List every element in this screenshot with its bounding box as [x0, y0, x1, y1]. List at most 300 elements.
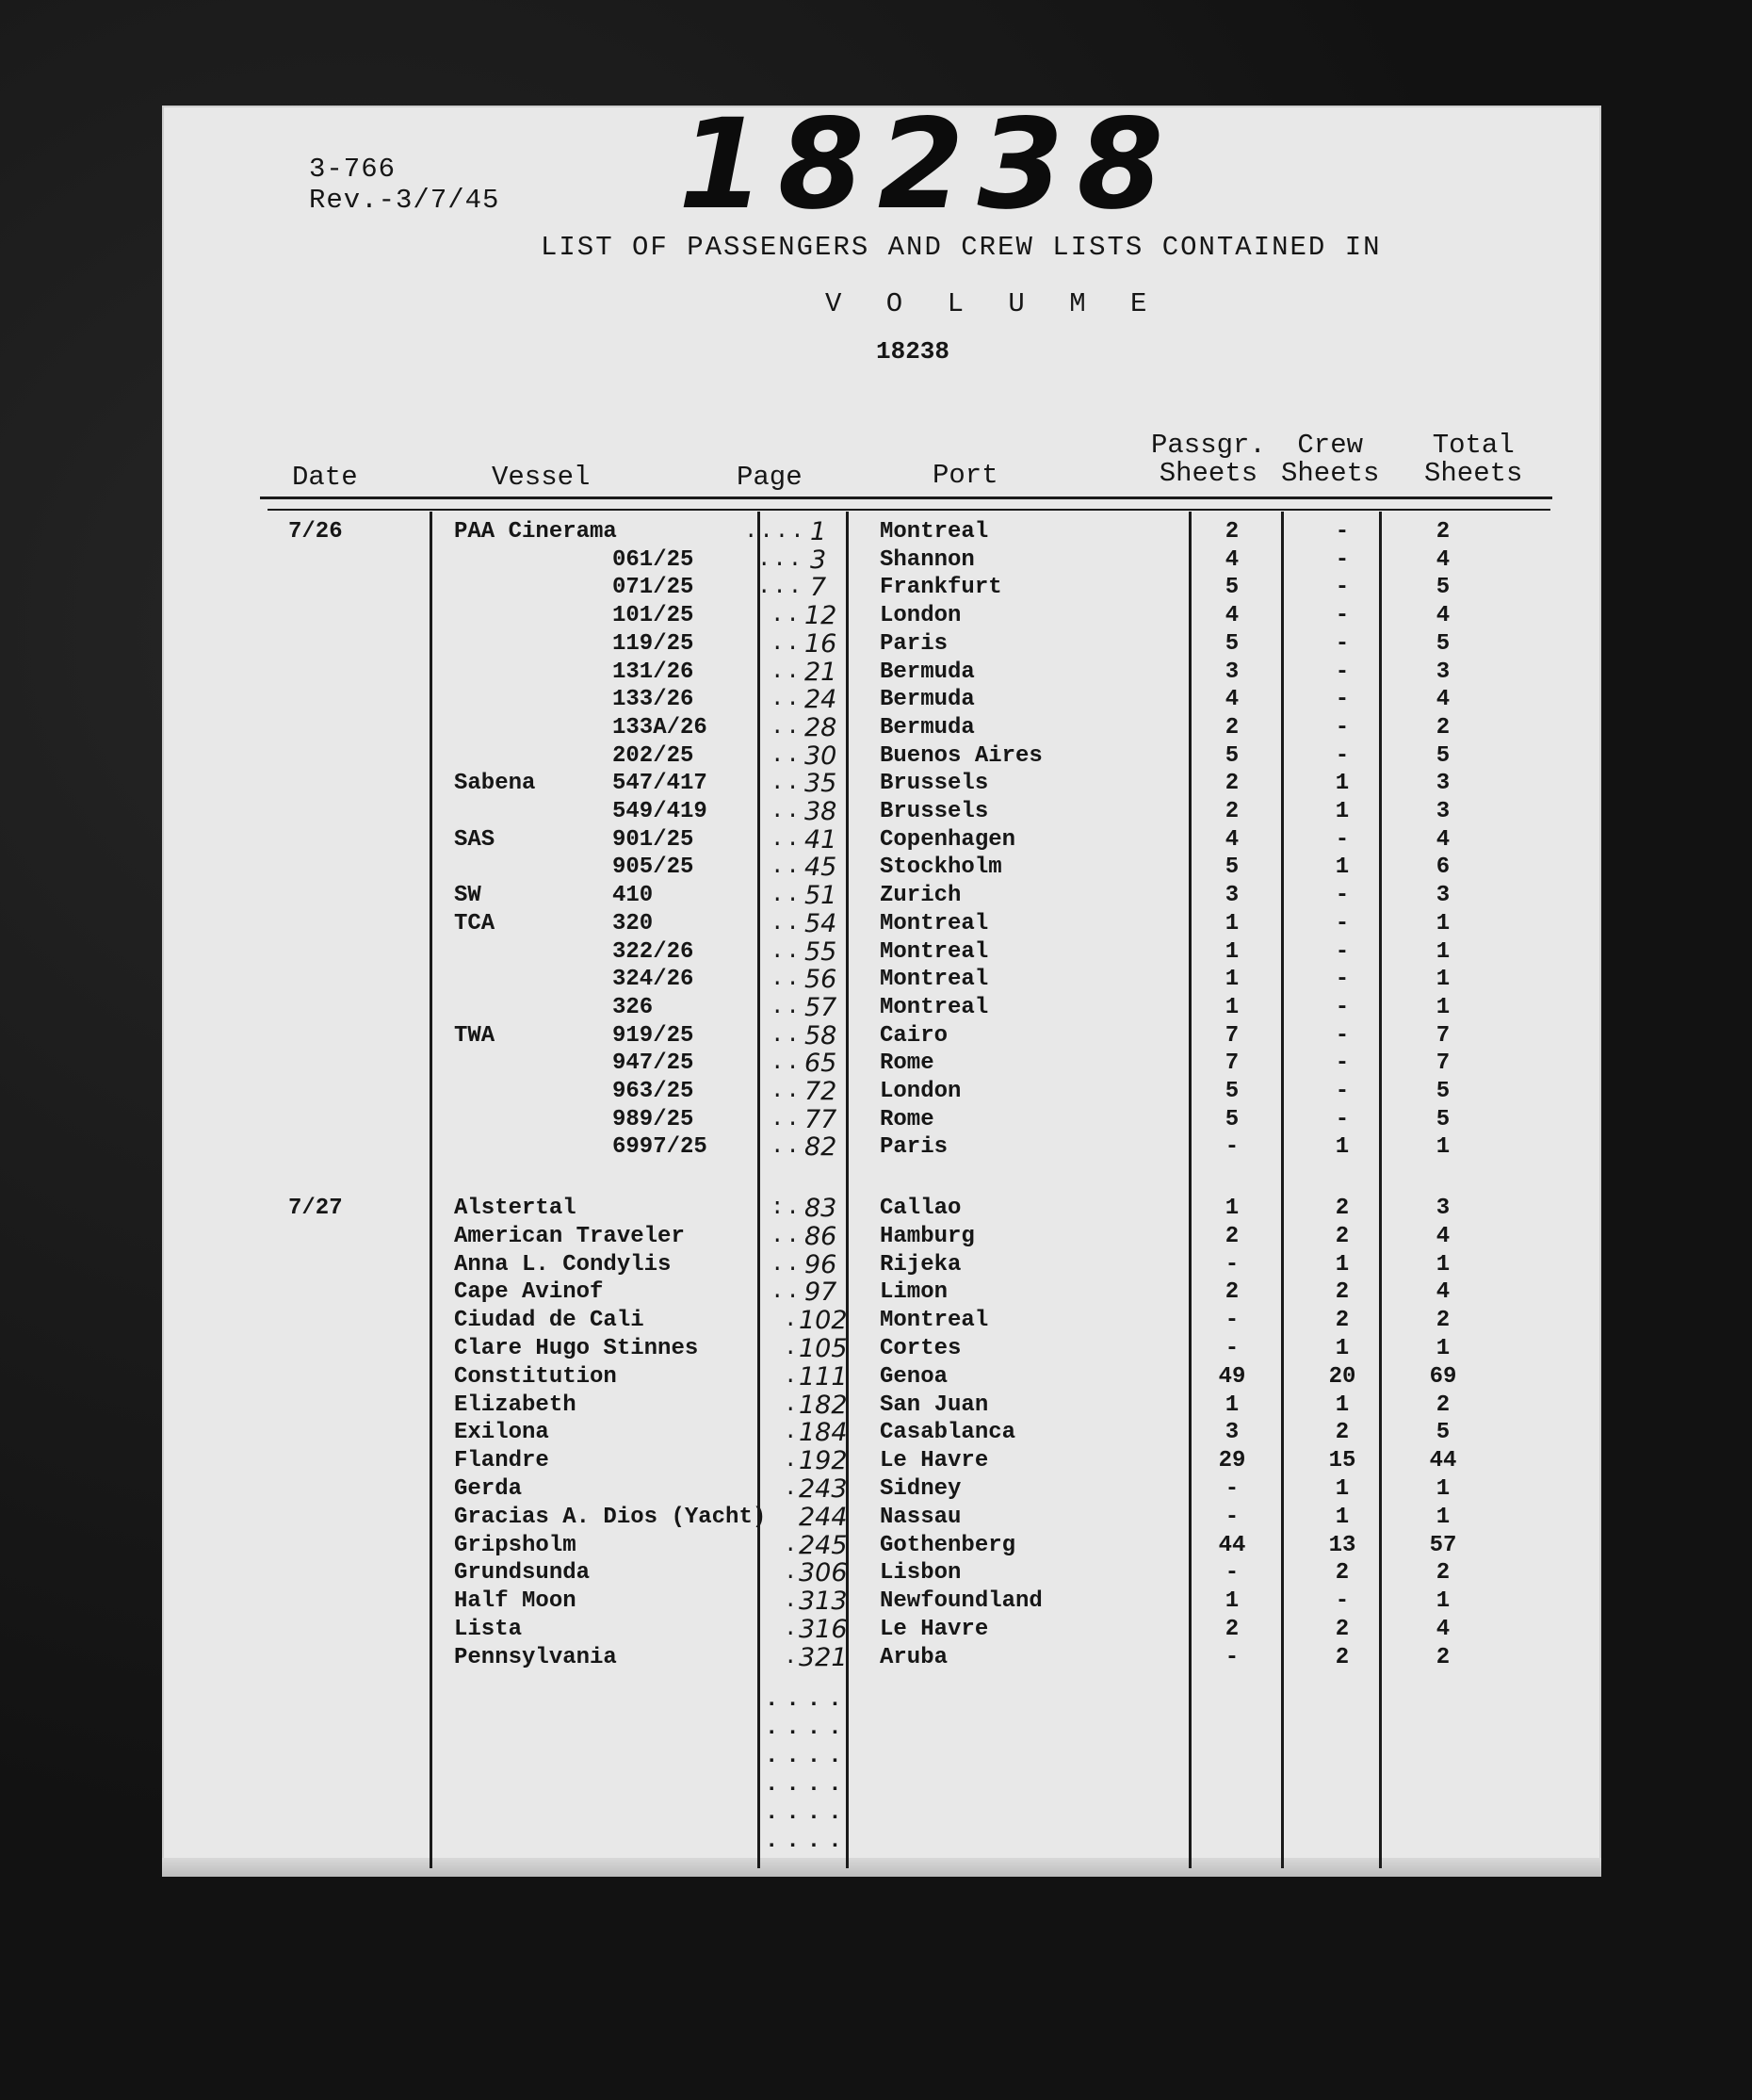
row-flight-number: 410	[612, 883, 654, 909]
row-passenger-sheets: 4	[1225, 546, 1240, 573]
form-code	[309, 154, 499, 216]
row-page-number: 313	[799, 1587, 848, 1617]
row-total-sheets: 4	[1436, 1223, 1451, 1249]
row-port: Montreal	[880, 519, 989, 545]
row-crew-sheets: 1	[1335, 1336, 1350, 1361]
row-port: Frankfurt	[880, 575, 1002, 601]
table-row	[0, 966, 1752, 994]
row-date: 7/27	[288, 1196, 343, 1221]
row-total-sheets: 69	[1429, 1363, 1457, 1390]
table-row	[0, 1335, 1752, 1363]
row-passenger-sheets: 1	[1225, 910, 1240, 936]
row-port: Brussels	[880, 799, 989, 824]
row-page-number: 56	[804, 965, 837, 995]
row-port: Le Havre	[880, 1617, 989, 1642]
table-row	[0, 1447, 1752, 1475]
row-leader-dots: .	[784, 1448, 800, 1474]
row-flight-number: 901/25	[612, 826, 694, 853]
row-leader-dots: .	[784, 1560, 800, 1587]
row-leader-dots: ..	[771, 742, 802, 769]
row-flight-number: 324/26	[612, 967, 694, 993]
row-passenger-sheets: 2	[1225, 519, 1240, 545]
row-passenger-sheets: 4	[1225, 603, 1240, 629]
row-leader-dots: ..	[771, 630, 802, 657]
table-row	[0, 1307, 1752, 1335]
row-flight-number: 989/25	[612, 1106, 694, 1132]
row-passenger-sheets: 3	[1225, 1420, 1240, 1446]
row-total-sheets: 7	[1436, 1050, 1451, 1077]
row-page-number: 30	[804, 741, 837, 771]
row-page-number: 97	[804, 1278, 837, 1308]
row-total-sheets: 5	[1436, 1106, 1451, 1132]
row-crew-sheets: -	[1335, 687, 1350, 713]
row-crew-sheets: 2	[1335, 1279, 1350, 1306]
header-date: Date	[292, 462, 358, 493]
row-crew-sheets: 2	[1335, 1560, 1350, 1587]
row-flight-number: 202/25	[612, 742, 694, 769]
row-vessel: Half Moon	[454, 1588, 576, 1615]
row-vessel: Gripsholm	[454, 1532, 576, 1558]
header-vessel: Vessel	[492, 462, 591, 493]
row-vessel: Exilona	[454, 1420, 549, 1446]
row-page-number: 28	[804, 712, 837, 742]
row-vessel: American Traveler	[454, 1223, 685, 1249]
row-passenger-sheets: 1	[1225, 967, 1240, 993]
row-vessel: Anna L. Condylis	[454, 1251, 672, 1278]
row-page-number: 86	[804, 1221, 837, 1251]
row-crew-sheets: 1	[1335, 1251, 1350, 1278]
row-page-number: 306	[799, 1558, 848, 1588]
table-row	[0, 882, 1752, 910]
row-leader-dots: ..	[771, 799, 802, 824]
row-passenger-sheets: 2	[1225, 1223, 1240, 1249]
row-page-number: 321	[799, 1642, 848, 1672]
table-row	[0, 1587, 1752, 1616]
table-row	[0, 1504, 1752, 1532]
table-row	[0, 1133, 1752, 1162]
row-flight-number: 963/25	[612, 1079, 694, 1104]
document-title: LIST OF PASSENGERS AND CREW LISTS CONTAINED IN	[541, 232, 1382, 263]
row-flight-number: 119/25	[612, 630, 694, 657]
row-vessel: Gerda	[454, 1476, 523, 1502]
table-row	[0, 1532, 1752, 1560]
row-passenger-sheets: 2	[1225, 1279, 1240, 1306]
row-page-number: 82	[804, 1132, 837, 1163]
row-leader-dots: ..	[771, 659, 802, 685]
table-row	[0, 714, 1752, 742]
row-port: Montreal	[880, 1308, 989, 1334]
row-crew-sheets: 2	[1335, 1223, 1350, 1249]
row-total-sheets: 4	[1436, 826, 1451, 853]
row-port: Montreal	[880, 938, 989, 965]
row-leader-dots: ..	[771, 1106, 802, 1132]
row-crew-sheets: 15	[1328, 1448, 1356, 1474]
row-crew-sheets: 1	[1335, 1392, 1350, 1418]
row-flight-number: 919/25	[612, 1022, 694, 1049]
row-page-number: 192	[799, 1446, 848, 1476]
row-crew-sheets: -	[1335, 546, 1350, 573]
row-passenger-sheets: -	[1225, 1504, 1240, 1530]
row-passenger-sheets: 5	[1225, 575, 1240, 601]
leader-dots: ....	[765, 1687, 850, 1713]
row-page-number: 35	[804, 769, 837, 799]
header-port: Port	[933, 460, 998, 491]
row-flight-number: 071/25	[612, 575, 694, 601]
row-page-number: 24	[804, 685, 837, 715]
row-crew-sheets: 13	[1328, 1532, 1356, 1558]
handwritten-volume-number: 18238	[678, 92, 1177, 237]
table-row	[0, 1419, 1752, 1447]
row-leader-dots: ...	[757, 575, 804, 601]
row-port: London	[880, 1079, 962, 1104]
row-total-sheets: 2	[1436, 1560, 1451, 1587]
form-revision: Rev.-3/7/45	[309, 185, 500, 216]
row-total-sheets: 1	[1436, 1251, 1451, 1278]
row-port: Paris	[880, 630, 949, 657]
row-flight-number: 061/25	[612, 546, 694, 573]
row-page-number: 111	[799, 1361, 848, 1392]
row-crew-sheets: -	[1335, 994, 1350, 1020]
row-leader-dots: .	[784, 1532, 800, 1558]
row-port: San Juan	[880, 1392, 989, 1418]
row-crew-sheets: -	[1335, 519, 1350, 545]
row-crew-sheets: 1	[1335, 1504, 1350, 1530]
table-row	[0, 1363, 1752, 1392]
row-leader-dots: ..	[771, 1279, 802, 1306]
row-leader-dots: .	[784, 1336, 800, 1361]
row-page-number: 102	[799, 1306, 848, 1336]
row-leader-dots: ..	[771, 967, 802, 993]
row-vessel: Ciudad de Cali	[454, 1308, 644, 1334]
row-crew-sheets: 2	[1335, 1420, 1350, 1446]
row-page-number: 243	[799, 1474, 848, 1504]
row-crew-sheets: 1	[1335, 1134, 1350, 1161]
document-subtitle: V O L U M E	[825, 288, 1161, 319]
row-vessel: Elizabeth	[454, 1392, 576, 1418]
row-vessel: Flandre	[454, 1448, 549, 1474]
row-crew-sheets: 2	[1335, 1644, 1350, 1670]
row-page-number: 96	[804, 1249, 837, 1279]
row-total-sheets: 4	[1436, 603, 1451, 629]
row-passenger-sheets: 5	[1225, 1106, 1240, 1132]
row-port: Montreal	[880, 967, 989, 993]
row-total-sheets: 2	[1436, 1308, 1451, 1334]
row-passenger-sheets: 5	[1225, 630, 1240, 657]
row-port: Lisbon	[880, 1560, 962, 1587]
row-page-number: 184	[799, 1418, 848, 1448]
row-crew-sheets: -	[1335, 742, 1350, 769]
row-crew-sheets: 1	[1335, 1476, 1350, 1502]
row-crew-sheets: 1	[1335, 855, 1350, 881]
row-leader-dots: ..	[771, 1079, 802, 1104]
row-page-number: 182	[799, 1390, 848, 1420]
row-passenger-sheets: 3	[1225, 883, 1240, 909]
row-flight-number: 133A/26	[612, 714, 707, 741]
row-leader-dots: ..	[771, 1022, 802, 1049]
table-row	[0, 770, 1752, 798]
row-crew-sheets: 1	[1335, 799, 1350, 824]
row-port: Shannon	[880, 546, 975, 573]
row-port: Genoa	[880, 1363, 949, 1390]
row-page-number: 45	[804, 853, 837, 883]
row-passenger-sheets: 2	[1225, 714, 1240, 741]
table-row	[0, 686, 1752, 714]
row-leader-dots: ..	[771, 687, 802, 713]
row-page-number: 58	[804, 1020, 837, 1050]
row-flight-number: 547/417	[612, 771, 707, 797]
row-port: Nassau	[880, 1504, 962, 1530]
row-total-sheets: 2	[1436, 519, 1451, 545]
table-row	[0, 1559, 1752, 1587]
row-crew-sheets: -	[1335, 575, 1350, 601]
row-page-number: 51	[804, 881, 837, 911]
volume-number: 18238	[876, 337, 950, 366]
table-row	[0, 1106, 1752, 1134]
row-leader-dots: ..	[771, 994, 802, 1020]
row-port: Montreal	[880, 994, 989, 1020]
row-flight-number: 947/25	[612, 1050, 694, 1077]
row-page-number: 16	[804, 628, 837, 659]
table-row	[0, 1475, 1752, 1504]
row-passenger-sheets: 4	[1225, 687, 1240, 713]
row-vessel: Lista	[454, 1617, 523, 1642]
row-port: Bermuda	[880, 714, 975, 741]
row-total-sheets: 5	[1436, 630, 1451, 657]
table-row	[0, 602, 1752, 630]
row-passenger-sheets: 1	[1225, 938, 1240, 965]
row-leader-dots: ..	[771, 826, 802, 853]
row-vessel: SW	[454, 883, 481, 909]
row-vessel: TCA	[454, 910, 495, 936]
table-row	[0, 1223, 1752, 1251]
row-port: Casablanca	[880, 1420, 1016, 1446]
row-flight-number: 326	[612, 994, 654, 1020]
row-leader-dots: .	[784, 1476, 800, 1502]
table-row	[0, 1644, 1752, 1672]
row-total-sheets: 5	[1436, 742, 1451, 769]
row-total-sheets: 5	[1436, 575, 1451, 601]
row-crew-sheets: 20	[1328, 1363, 1356, 1390]
row-passenger-sheets: 5	[1225, 742, 1240, 769]
row-port: Hamburg	[880, 1223, 975, 1249]
leader-dots: ....	[765, 1744, 850, 1769]
table-row	[0, 1195, 1752, 1223]
row-page-number: 244	[799, 1502, 848, 1532]
row-vessel: Cape Avinof	[454, 1279, 604, 1306]
row-port: Paris	[880, 1134, 949, 1161]
row-crew-sheets: 2	[1335, 1196, 1350, 1221]
row-total-sheets: 1	[1436, 967, 1451, 993]
row-port: Copenhagen	[880, 826, 1016, 853]
row-crew-sheets: 2	[1335, 1617, 1350, 1642]
row-flight-number: 905/25	[612, 855, 694, 881]
row-leader-dots: .	[784, 1363, 800, 1390]
row-passenger-sheets: 1	[1225, 1392, 1240, 1418]
row-port: Stockholm	[880, 855, 1002, 881]
row-port: Newfoundland	[880, 1588, 1043, 1615]
table-row	[0, 659, 1752, 687]
row-total-sheets: 7	[1436, 1022, 1451, 1049]
row-crew-sheets: -	[1335, 603, 1350, 629]
row-port: Sidney	[880, 1476, 962, 1502]
row-flight-number: 320	[612, 910, 654, 936]
row-vessel: Pennsylvania	[454, 1644, 617, 1670]
row-total-sheets: 1	[1436, 1476, 1451, 1502]
row-port: Rijeka	[880, 1251, 962, 1278]
row-total-sheets: 4	[1436, 687, 1451, 713]
row-port: Cairo	[880, 1022, 949, 1049]
row-port: Buenos Aires	[880, 742, 1043, 769]
row-passenger-sheets: -	[1225, 1251, 1240, 1278]
row-passenger-sheets: 5	[1225, 855, 1240, 881]
row-page-number: 77	[804, 1104, 837, 1134]
row-total-sheets: 57	[1429, 1532, 1457, 1558]
row-page-number: 54	[804, 908, 837, 938]
row-page-number: 12	[804, 601, 837, 631]
row-passenger-sheets: 1	[1225, 994, 1240, 1020]
row-total-sheets: 1	[1436, 910, 1451, 936]
table-row	[0, 630, 1752, 659]
row-passenger-sheets: 2	[1225, 799, 1240, 824]
row-passenger-sheets: 1	[1225, 1588, 1240, 1615]
row-crew-sheets: -	[1335, 910, 1350, 936]
row-total-sheets: 3	[1436, 799, 1451, 824]
row-leader-dots: .	[784, 1308, 800, 1334]
header-passenger-sheets: Passgr. Sheets	[1151, 430, 1266, 489]
row-page-number: 7	[810, 573, 827, 603]
table-row	[0, 1050, 1752, 1078]
row-total-sheets: 2	[1436, 1644, 1451, 1670]
table-row	[0, 994, 1752, 1022]
row-port: Bermuda	[880, 659, 975, 685]
row-leader-dots: :.	[771, 1196, 802, 1221]
row-passenger-sheets: -	[1225, 1134, 1240, 1161]
row-page-number: 65	[804, 1049, 837, 1079]
row-passenger-sheets: -	[1225, 1560, 1240, 1587]
row-flight-number: 101/25	[612, 603, 694, 629]
row-total-sheets: 1	[1436, 1134, 1451, 1161]
row-crew-sheets: 1	[1335, 771, 1350, 797]
row-crew-sheets: 2	[1335, 1308, 1350, 1334]
row-total-sheets: 6	[1436, 855, 1451, 881]
row-total-sheets: 4	[1436, 546, 1451, 573]
row-total-sheets: 1	[1436, 1504, 1451, 1530]
row-crew-sheets: -	[1335, 1050, 1350, 1077]
row-vessel: Clare Hugo Stinnes	[454, 1336, 699, 1361]
table-row	[0, 546, 1752, 575]
row-leader-dots: .	[784, 1644, 800, 1670]
row-passenger-sheets: 3	[1225, 659, 1240, 685]
row-total-sheets: 3	[1436, 1196, 1451, 1221]
row-port: Limon	[880, 1279, 949, 1306]
row-crew-sheets: -	[1335, 630, 1350, 657]
row-port: Callao	[880, 1196, 962, 1221]
row-flight-number: 6997/25	[612, 1134, 707, 1161]
row-crew-sheets: -	[1335, 938, 1350, 965]
row-passenger-sheets: 4	[1225, 826, 1240, 853]
row-crew-sheets: -	[1335, 659, 1350, 685]
table-row	[0, 1616, 1752, 1644]
row-port: London	[880, 603, 962, 629]
row-page-number: 83	[804, 1194, 837, 1223]
row-leader-dots: .	[784, 1588, 800, 1615]
row-flight-number: 549/419	[612, 799, 707, 824]
table-row	[0, 742, 1752, 771]
table-row	[0, 1022, 1752, 1050]
row-passenger-sheets: -	[1225, 1308, 1240, 1334]
row-passenger-sheets: 44	[1218, 1532, 1246, 1558]
header-rule-bottom	[268, 509, 1550, 511]
table-row	[0, 910, 1752, 938]
row-passenger-sheets: 7	[1225, 1050, 1240, 1077]
row-total-sheets: 1	[1436, 1336, 1451, 1361]
row-leader-dots: ..	[771, 938, 802, 965]
row-page-number: 38	[804, 797, 837, 826]
row-passenger-sheets: 5	[1225, 1079, 1240, 1104]
row-leader-dots: ..	[771, 855, 802, 881]
table-row	[0, 1078, 1752, 1106]
row-port: Gothenberg	[880, 1532, 1016, 1558]
table-row	[0, 798, 1752, 826]
row-total-sheets: 4	[1436, 1279, 1451, 1306]
row-leader-dots: ....	[744, 519, 806, 545]
row-passenger-sheets: 2	[1225, 1617, 1240, 1642]
row-total-sheets: 5	[1436, 1420, 1451, 1446]
row-passenger-sheets: -	[1225, 1476, 1240, 1502]
row-port: Le Havre	[880, 1448, 989, 1474]
row-flight-number: 322/26	[612, 938, 694, 965]
table-row	[0, 518, 1752, 546]
row-port: Rome	[880, 1106, 934, 1132]
table-row	[0, 1251, 1752, 1279]
row-leader-dots: ..	[771, 1223, 802, 1249]
row-crew-sheets: -	[1335, 826, 1350, 853]
row-crew-sheets: -	[1335, 967, 1350, 993]
row-crew-sheets: -	[1335, 883, 1350, 909]
row-passenger-sheets: -	[1225, 1336, 1240, 1361]
row-page-number: 245	[799, 1530, 848, 1560]
row-port: Cortes	[880, 1336, 962, 1361]
row-port: Rome	[880, 1050, 934, 1077]
row-passenger-sheets: 2	[1225, 771, 1240, 797]
header-rule-top	[260, 497, 1552, 499]
table-row	[0, 854, 1752, 882]
row-total-sheets: 1	[1436, 994, 1451, 1020]
row-vessel: Gracias A. Dios (Yacht)	[454, 1504, 767, 1530]
row-vessel: PAA Cinerama	[454, 519, 617, 545]
row-page-number: 55	[804, 936, 837, 967]
row-leader-dots: ..	[771, 910, 802, 936]
row-port: Aruba	[880, 1644, 949, 1670]
row-page-number: 72	[804, 1077, 837, 1106]
row-crew-sheets: -	[1335, 714, 1350, 741]
table-row	[0, 826, 1752, 855]
header-total-sheets: Total Sheets	[1424, 430, 1523, 489]
row-crew-sheets: -	[1335, 1022, 1350, 1049]
leader-dots: ....	[765, 1772, 850, 1798]
row-vessel: Constitution	[454, 1363, 617, 1390]
row-vessel: Alstertal	[454, 1196, 576, 1221]
row-port: Montreal	[880, 910, 989, 936]
table-row	[0, 938, 1752, 967]
row-leader-dots: ..	[771, 883, 802, 909]
row-total-sheets: 1	[1436, 938, 1451, 965]
leader-dots: ....	[765, 1829, 850, 1854]
row-port: Bermuda	[880, 687, 975, 713]
row-crew-sheets: -	[1335, 1079, 1350, 1104]
row-leader-dots: ..	[771, 771, 802, 797]
row-vessel: SAS	[454, 826, 495, 853]
